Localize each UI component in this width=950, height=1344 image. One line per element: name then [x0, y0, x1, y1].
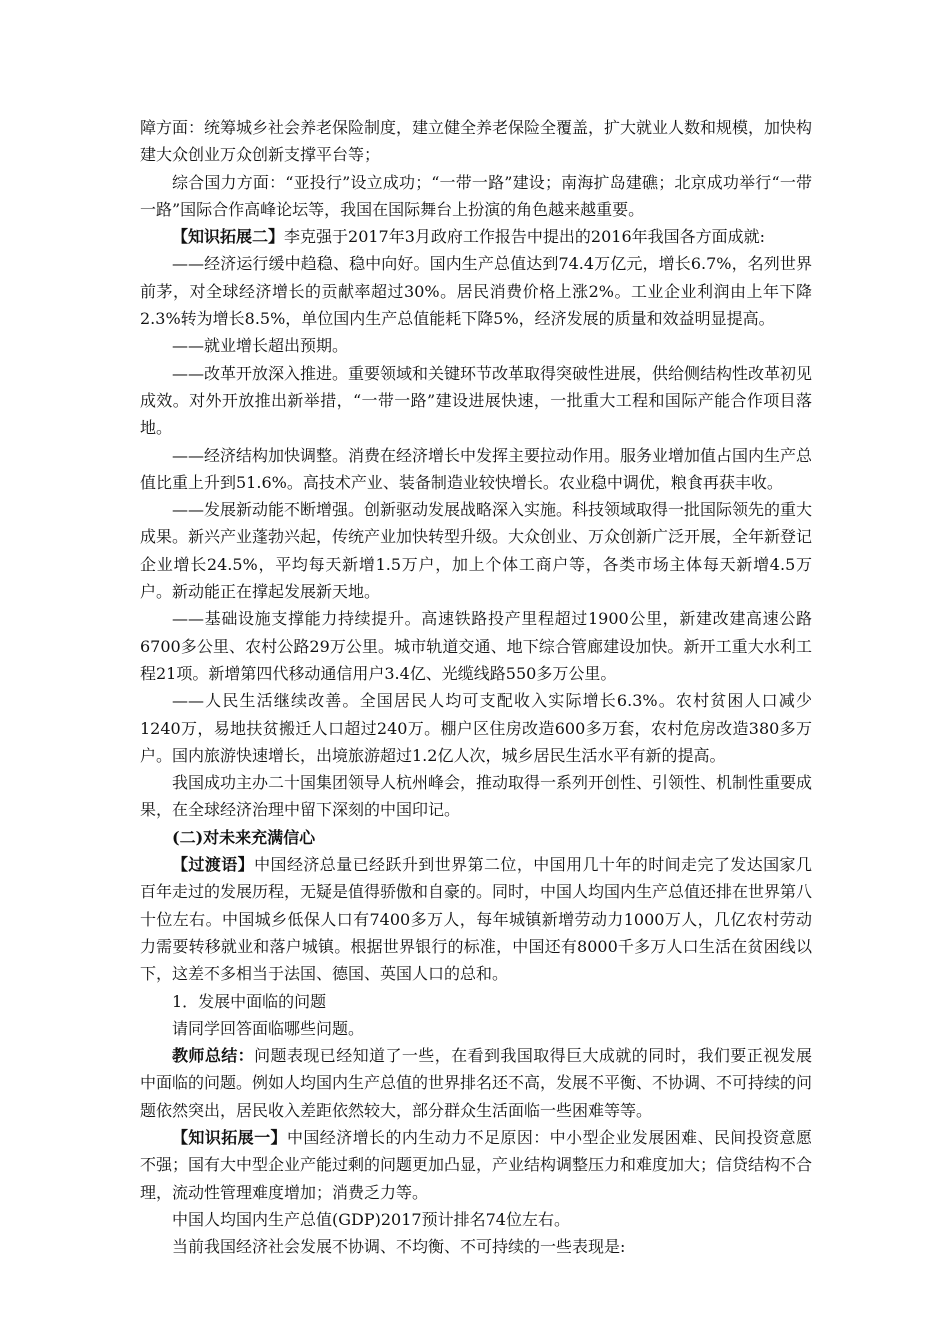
- section-tag: 【过渡语】: [172, 855, 255, 875]
- paragraph: ——人民生活继续改善。全国居民人均可支配收入实际增长6.3%。农村贫困人口减少1240万，易地扶贫搬迁人口超过240万。棚户区住房改造600多万套，农村危房改造380多万户。国内旅游快速增长，出境旅游超过1.2亿人次，城乡居民生活水平有新的提高。: [140, 691, 812, 765]
- paragraph: ——就业增长超出预期。: [172, 336, 349, 356]
- paragraph: 请同学回答面临哪些问题。: [172, 1018, 365, 1038]
- paragraph: 障方面：统筹城乡社会养老保险制度，建立健全养老保险全覆盖，扩大就业人数和规模，加快构建大众创业万众创新支撑平台等；: [140, 118, 813, 165]
- paragraph: 教师总结：问题表现已经知道了一些，在看到我国取得巨大成就的同时，我们要正视发展中面临的问题。例如人均国内生产总值的世界排名还不高，发展不平衡、不协调、不可持续的问题依然突出，居民收入差距依然较大，部分群众生活面临一些困难等等。: [140, 1046, 813, 1120]
- paragraph: 【知识拓展二】李克强于2017年3月政府工作报告中提出的2016年我国各方面成就:: [172, 227, 766, 247]
- paragraph: ——改革开放深入推进。重要领域和关键环节改革取得突破性进展，供给侧结构性改革初见成效。对外开放推出新举措，“一带一路”建设进展快速，一批重大工程和国际产能合作项目落地。: [140, 363, 813, 438]
- section-tag: 【知识拓展一】: [172, 1127, 287, 1147]
- section-tag: 教师总结：: [172, 1046, 255, 1066]
- paragraph: 当前我国经济社会发展不协调、不均衡、不可持续的一些表现是:: [172, 1237, 626, 1257]
- section-tag: 【知识拓展二】: [172, 227, 285, 247]
- paragraph: 【过渡语】中国经济总量已经跃升到世界第二位，中国用几十年的时间走完了发达国家几百年走过的发展历程，无疑是值得骄傲和自豪的。同时，中国人均国内生产总值还排在世界第八十位左右。中国城乡低保人口有7400多万人，每年城镇新增劳动力1000万人，几亿农村劳动力需要转移就业和落户城镇。根据世界银行的标准，中国还有8000千多万人口生活在贫困线以下，这差不多相当于法国、德国、英国人口的总和。: [140, 855, 813, 984]
- section-heading: (二)对未来充满信心: [172, 827, 316, 847]
- paragraph: 我国成功主办二十国集团领导人杭州峰会，推动取得一系列开创性、引领性、机制性重要成果，在全球经济治理中留下深刻的中国印记。: [140, 773, 813, 820]
- paragraph: ——基础设施支撑能力持续提升。高速铁路投产里程超过1900公里，新建改建高速公路6700多公里、农村公路29万公里。城市轨道交通、地下综合管廊建设加快。新开工重大水利工程21项。新增第四代移动通信用户3.4亿、光缆线路550多万公里。: [140, 609, 812, 683]
- paragraph: ——经济运行缓中趋稳、稳中向好。国内生产总值达到74.4万亿元，增长6.7%，名列世界前茅，对全球经济增长的贡献率超过30%。居民消费价格上涨2%。工业企业利润由上年下降2.3%转为增长8.5%，单位国内生产总值能耗下降5%，经济发展的质量和效益明显提高。: [140, 254, 812, 329]
- paragraph: 综合国力方面：“亚投行”设立成功；“一带一路”建设；南海扩岛建礁；北京成功举行“一带一路”国际合作高峰论坛等，我国在国际舞台上扮演的角色越来越重要。: [140, 172, 812, 219]
- paragraph: 中国人均国内生产总值(GDP)2017预计排名74位左右。: [172, 1209, 570, 1229]
- paragraph: 【知识拓展一】中国经济增长的内生动力不足原因：中小型企业发展困难、民间投资意愿不强；国有大中型企业产能过剩的问题更加凸显，产业结构调整压力和难度加大；信贷结构不合理，流动性管理难度增加；消费乏力等。: [140, 1127, 813, 1202]
- document-page: [140, 114, 812, 1260]
- paragraph: ——发展新动能不断增强。创新驱动发展战略深入实施。科技领域取得一批国际领先的重大成果。新兴产业蓬勃兴起，传统产业加快转型升级。大众创业、万众创新广泛开展，全年新登记企业增长24.5%，平均每天新增1.5万户，加上个体工商户等，各类市场主体每天新增4.5万户。新动能正在撑起发展新天地。: [140, 500, 813, 602]
- paragraph: ——经济结构加快调整。消费在经济增长中发挥主要拉动作用。服务业增加值占国内生产总值比重上升到51.6%。高技术产业、装备制造业较快增长。农业稳中调优，粮食再获丰收。: [140, 445, 813, 492]
- paragraph: 1．发展中面临的问题: [172, 991, 327, 1011]
